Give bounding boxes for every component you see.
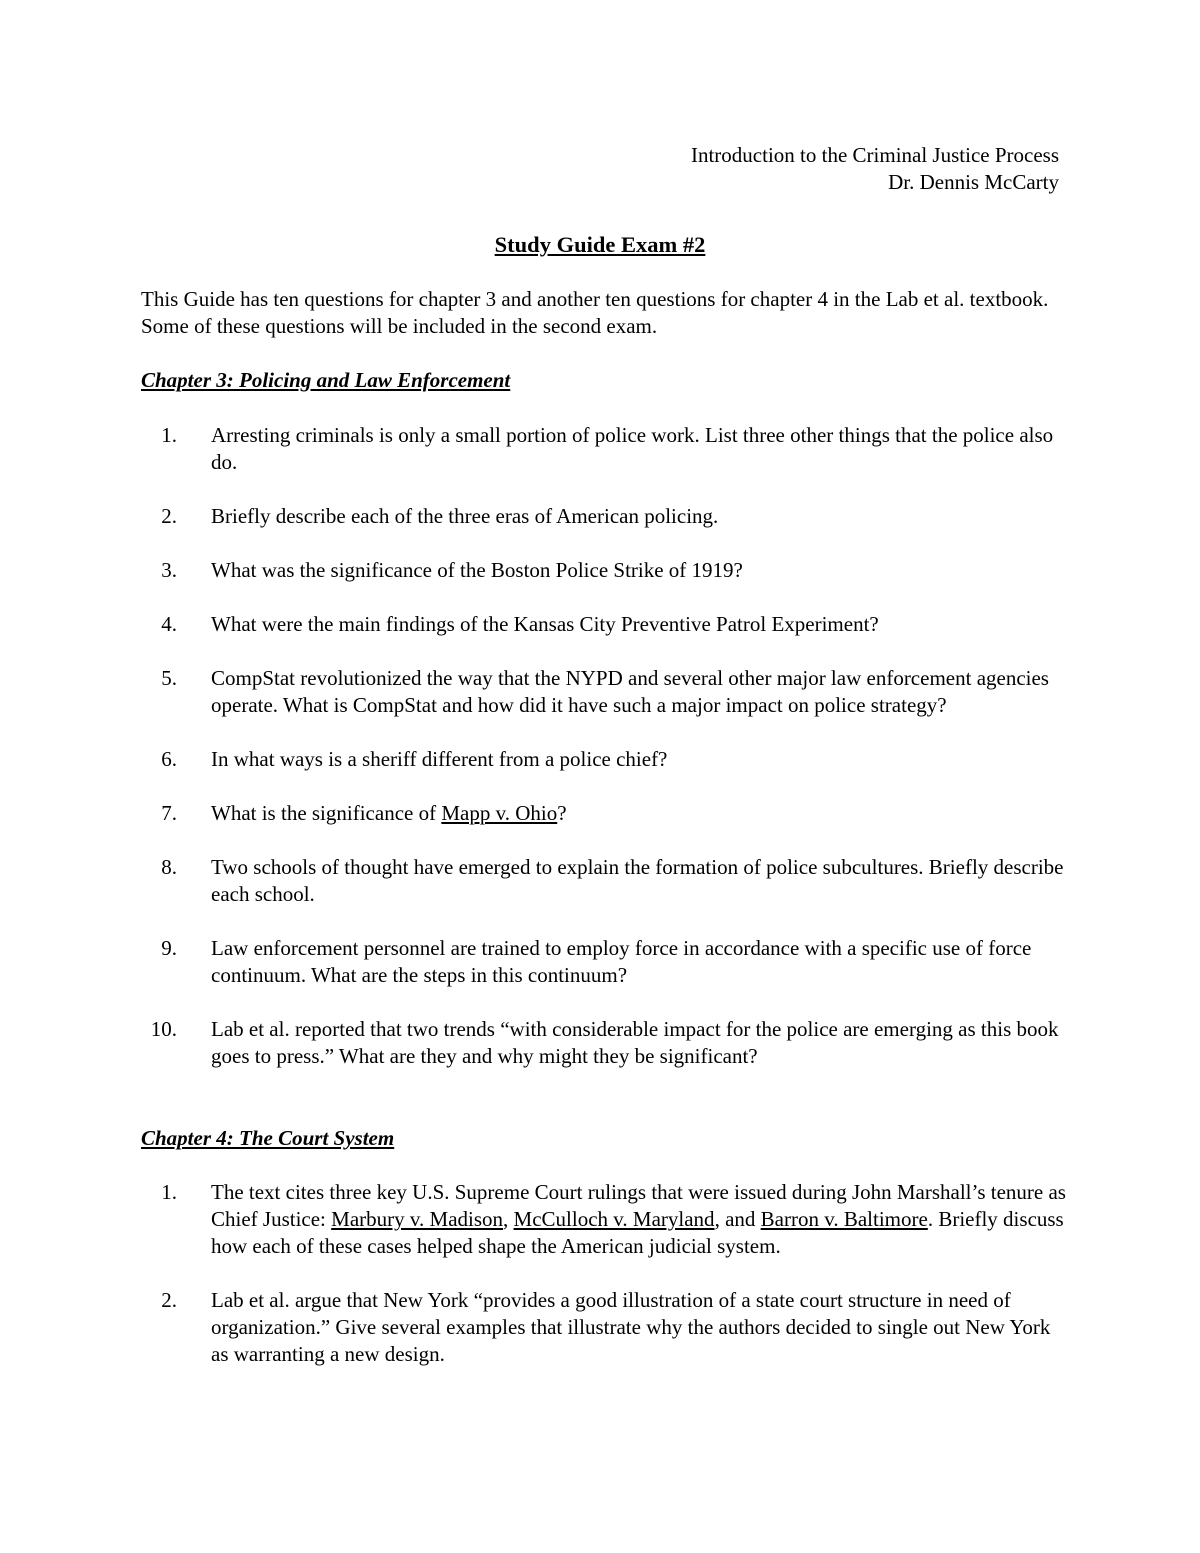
question-number: 2.: [161, 1288, 177, 1312]
question-number: 1.: [161, 1180, 177, 1204]
question-number: 9.: [161, 936, 177, 960]
question-number: 3.: [161, 558, 177, 582]
question-number: 2.: [161, 504, 177, 528]
question-text: CompStat revolutionized the way that the NYPD and several other major law enforcement agencies operate. What is CompStat and how did it have such a major impact on police strategy?: [211, 666, 1049, 717]
question-item: [141, 800, 1066, 827]
question-number: 4.: [161, 612, 177, 636]
question-text: Two schools of thought have emerged to explain the formation of police subcultures. Briefly describe each school.: [211, 855, 1064, 906]
question-text: [211, 1179, 1066, 1260]
question-item: [141, 557, 1066, 584]
case-name-mapp-v-ohio: Mapp v. Ohio: [441, 801, 558, 825]
question-item: [141, 935, 1066, 989]
chapter-3-heading: Chapter 3: Policing and Law Enforcement: [141, 368, 511, 392]
question-item: [141, 1287, 1066, 1368]
question-item: [141, 1016, 1066, 1070]
question-number: 6.: [161, 747, 177, 771]
question-number: 10.: [150, 1017, 177, 1041]
question-text: What was the significance of the Boston Police Strike of 1919?: [211, 558, 743, 582]
question-item: [141, 503, 1066, 530]
question-item: [141, 422, 1066, 476]
question-item: [141, 746, 1066, 773]
intro-paragraph: This Guide has ten questions for chapter 3 and another ten questions for chapter 4 in the Lab et al. textbook. Some of these questions will be included in the second exam.: [141, 287, 1049, 338]
question-text: [211, 800, 1066, 827]
case-separator: ,: [503, 1207, 514, 1231]
question-number: 5.: [161, 666, 177, 690]
question-item: [141, 854, 1066, 908]
question-text: In what ways is a sheriff different from a police chief?: [211, 747, 668, 771]
question-item: [141, 1179, 1066, 1260]
chapter-3-question-list: [141, 422, 1066, 1097]
instructor-name: Dr. Dennis McCarty: [888, 170, 1059, 194]
question-text: Briefly describe each of the three eras of American policing.: [211, 504, 719, 528]
case-name-marbury-v-madison: Marbury v. Madison: [331, 1207, 504, 1231]
chapter-4-question-list: [141, 1179, 1066, 1395]
question-text: What were the main findings of the Kansas City Preventive Patrol Experiment?: [211, 612, 879, 636]
case-name-mcculloch-v-maryland: McCulloch v. Maryland: [513, 1207, 715, 1231]
question-text: Lab et al. reported that two trends “with considerable impact for the police are emerging as this book goes to press.” What are they and why might they be significant?: [211, 1017, 1059, 1068]
question-number: 7.: [161, 801, 177, 825]
course-title: Introduction to the Criminal Justice Process: [690, 143, 1059, 167]
case-separator: , and: [714, 1207, 761, 1231]
chapter-4-heading: Chapter 4: The Court System: [141, 1126, 395, 1150]
page-title: Study Guide Exam #2: [494, 232, 706, 257]
question-text-before: What is the significance of: [211, 801, 442, 825]
question-item: [141, 611, 1066, 638]
question-number: 8.: [161, 855, 177, 879]
question-text-after: . Briefly discuss how each of these cases helped shape the American judicial system.: [211, 1207, 1064, 1258]
question-item: [141, 665, 1066, 719]
question-text: Lab et al. argue that New York “provides a good illustration of a state court structure in need of organization.” Give several examples that illustrate why the authors decided to single out New York as warranting a new design.: [211, 1288, 1051, 1366]
question-text-before: The text cites three key U.S. Supreme Court rulings that were issued during John Marshall’s tenure as Chief Justice:: [211, 1180, 1066, 1231]
case-name-barron-v-baltimore: Barron v. Baltimore: [760, 1207, 928, 1231]
document-header: [691, 142, 1059, 196]
question-number: 1.: [161, 423, 177, 447]
question-text-after: ?: [557, 801, 567, 825]
question-text: Arresting criminals is only a small portion of police work. List three other things that the police also do.: [211, 423, 1054, 474]
question-text: Law enforcement personnel are trained to employ force in accordance with a specific use of force continuum. What are the steps in this continuum?: [211, 936, 1032, 987]
